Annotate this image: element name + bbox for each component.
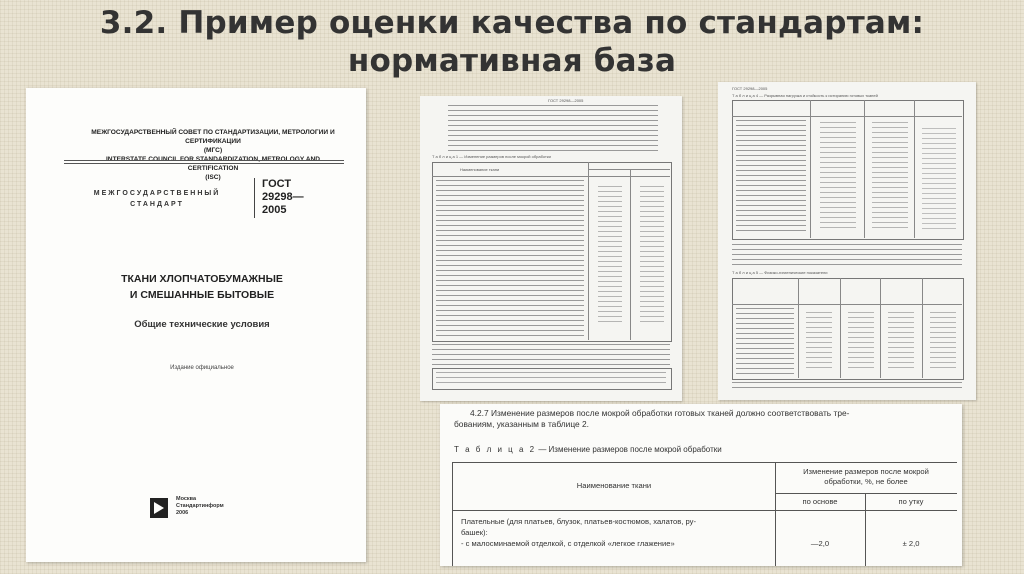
publisher-logo-icon	[150, 498, 168, 518]
divider	[254, 178, 255, 218]
council-abbr-ru: (МГС)	[203, 147, 223, 154]
page-header: ГОСТ 29298—2005	[548, 98, 584, 103]
table-values	[930, 312, 956, 372]
council-name-ru: МЕЖГОСУДАРСТВЕННЫЙ СОВЕТ ПО СТАНДАРТИЗАЦИИ, МЕТРОЛОГИИ И СЕРТИФИКАЦИИ	[91, 129, 335, 145]
standard-title-line2: И СМЕШАННЫЕ БЫТОВЫЕ	[129, 289, 275, 301]
column-header-warp: по основе	[802, 497, 838, 506]
divider	[453, 510, 957, 511]
value-weft: ± 2,0	[902, 539, 920, 548]
table-caption: Т а б л и ц а 4 — Разрывная нагрузка и стойкость к истиранию готовых тканей	[732, 93, 878, 98]
scanned-page-right	[718, 82, 976, 400]
gost-number-line1: ГОСТ	[262, 178, 292, 190]
divider	[840, 278, 841, 378]
slide-title-line2: нормативная база	[347, 43, 677, 79]
divider	[810, 100, 811, 238]
publisher-info	[176, 496, 236, 517]
gost-number	[262, 178, 332, 217]
table-values	[820, 122, 856, 232]
divider	[798, 278, 799, 378]
column-header-name: Наименование ткани	[576, 481, 652, 490]
value-warp: —2,0	[810, 539, 830, 548]
council-abbr-en: (ISC)	[205, 174, 221, 181]
divider	[64, 160, 344, 161]
divider	[775, 493, 957, 494]
divider	[732, 116, 962, 117]
divider	[880, 278, 881, 378]
table-values	[806, 312, 832, 372]
council-name-en: INTERSTATE COUNCIL FOR STANDARDIZATION, METROLOGY AND CERTIFICATION	[105, 156, 321, 172]
edition-note: Издание официальное	[170, 365, 234, 371]
row-label-line3: - с малосминаемой отделкой, с отделкой «легкое глажение»	[461, 539, 675, 548]
standard-title-line1: ТКАНИ ХЛОПЧАТОБУМАЖНЫЕ	[121, 273, 283, 285]
column-header-change-line2: обработки, %, не более	[824, 477, 908, 486]
row-label-line1: Плательные (для платьев, блузок, платьев-костюмов, халатов, ру-	[461, 517, 696, 526]
text-block	[448, 105, 658, 151]
gost-number-line3: 2005	[262, 204, 287, 216]
table-caption	[454, 445, 722, 454]
text-block	[732, 382, 962, 392]
standard-subtitle: Общие технические условия	[134, 319, 270, 330]
standard-kind-line1: МЕЖГОСУДАРСТВЕННЫЙ	[93, 190, 221, 197]
standard-kind-line2: СТАНДАРТ	[130, 201, 184, 208]
text-block	[432, 344, 670, 366]
divider	[914, 100, 915, 238]
gost-number-line2: 29298—	[262, 191, 304, 203]
standard-kind	[92, 188, 222, 210]
divider	[64, 163, 344, 164]
publisher-year: 2006	[176, 510, 189, 516]
divider	[864, 100, 865, 238]
table-caption-text: — Изменение размеров после мокрой обработки	[536, 445, 722, 454]
table-values	[598, 186, 622, 326]
table-values	[922, 128, 956, 232]
column-header-weft: по утку	[898, 497, 924, 506]
paragraph-line2: бованиям, указанным в таблице 2.	[454, 419, 590, 429]
text-block	[732, 244, 962, 266]
divider	[588, 162, 589, 340]
divider	[588, 169, 670, 170]
slide-title	[0, 4, 1024, 80]
standard-title	[66, 271, 338, 303]
gost-cover-page	[26, 88, 366, 562]
column-header-change	[775, 467, 957, 487]
paragraph-line1: 4.2.7 Изменение размеров после мокрой обработки готовых тканей должно соответствовать тре-	[470, 408, 850, 418]
divider	[922, 278, 923, 378]
table-values	[872, 122, 908, 232]
table-rows	[736, 120, 806, 234]
council-header	[88, 128, 338, 182]
table-values	[640, 186, 664, 326]
column-header-change-line1: Изменение размеров после мокрой	[803, 467, 929, 476]
publisher-city: Москва	[176, 496, 197, 502]
slide-title-line1: 3.2. Пример оценки качества по стандартам:	[99, 5, 925, 41]
table-values	[888, 312, 914, 372]
table-rows	[436, 372, 666, 386]
divider	[732, 304, 962, 305]
table-rows	[436, 180, 584, 336]
table-head: Наименование ткани	[460, 167, 500, 172]
page-header: ГОСТ 29298—2005	[732, 86, 768, 91]
table-rows	[736, 308, 794, 374]
zoomed-table-fragment	[440, 404, 962, 566]
divider	[630, 169, 631, 340]
table-caption: Т а б л и ц а 5 — Физико-гигиенические показатели	[732, 270, 828, 275]
publisher-name: Стандартинформ	[176, 503, 224, 509]
table-2	[452, 462, 957, 566]
table-caption-label: Т а б л и ц а 2	[454, 445, 537, 454]
table-caption: Т а б л и ц а 1 — Изменение размеров после мокрой обработки	[432, 154, 551, 159]
divider	[432, 176, 670, 177]
row-label-line2: башек):	[461, 528, 488, 537]
table-values	[848, 312, 874, 372]
scanned-page-middle	[420, 96, 682, 401]
